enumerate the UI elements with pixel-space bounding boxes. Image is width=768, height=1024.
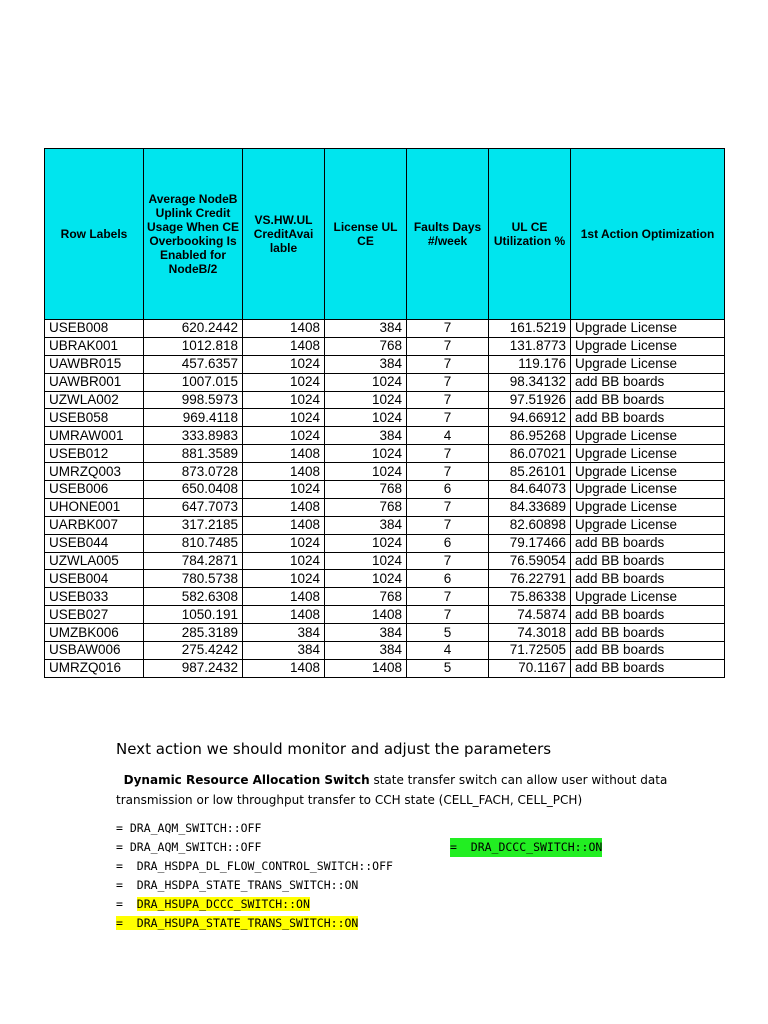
dra-description-text: state transfer switch can allow user without data transmission or low throughput transfer to CCH state (CELL_FACH, CELL_PCH) xyxy=(116,773,668,807)
license-cell: 1024 xyxy=(325,463,407,481)
avg-credit-cell: 317.2185 xyxy=(144,516,243,534)
switch-text: DRA_AQM_SWITCH::OFF xyxy=(129,840,262,854)
table-row xyxy=(45,659,725,677)
action-cell: add BB boards xyxy=(571,373,725,391)
row-label-cell: UMZBK006 xyxy=(45,624,144,642)
switch-prefix: = xyxy=(116,840,130,854)
switch-line xyxy=(116,895,736,914)
license-cell: 1024 xyxy=(325,445,407,463)
credit-available-cell: 1024 xyxy=(243,481,325,499)
row-label-cell: USEB004 xyxy=(45,570,144,588)
credit-available-cell: 1408 xyxy=(243,516,325,534)
credit-available-cell: 1408 xyxy=(243,498,325,516)
utilization-cell: 161.5219 xyxy=(489,320,571,338)
header-credit-available: VS.HW.UL CreditAvai lable xyxy=(243,149,325,320)
row-label-cell: UMRAW001 xyxy=(45,427,144,445)
action-cell: Upgrade License xyxy=(571,320,725,338)
table-row xyxy=(45,409,725,427)
utilization-cell: 76.59054 xyxy=(489,552,571,570)
switch-prefix: = xyxy=(116,897,137,911)
faults-days-cell: 5 xyxy=(407,624,489,642)
table-row xyxy=(45,373,725,391)
credit-available-cell: 1408 xyxy=(243,337,325,355)
avg-credit-cell: 457.6357 xyxy=(144,355,243,373)
utilization-cell: 84.64073 xyxy=(489,481,571,499)
credit-available-cell: 1024 xyxy=(243,355,325,373)
faults-days-cell: 4 xyxy=(407,642,489,660)
credit-available-cell: 1408 xyxy=(243,659,325,677)
license-cell: 768 xyxy=(325,498,407,516)
action-cell: Upgrade License xyxy=(571,588,725,606)
table-row xyxy=(45,355,725,373)
faults-days-cell: 7 xyxy=(407,373,489,391)
row-label-cell: USEB012 xyxy=(45,445,144,463)
faults-days-cell: 6 xyxy=(407,534,489,552)
avg-credit-cell: 998.5973 xyxy=(144,391,243,409)
credit-available-cell: 384 xyxy=(243,642,325,660)
action-cell: add BB boards xyxy=(571,606,725,624)
credit-available-cell: 1024 xyxy=(243,570,325,588)
faults-days-cell: 7 xyxy=(407,498,489,516)
faults-days-cell: 7 xyxy=(407,355,489,373)
avg-credit-cell: 987.2432 xyxy=(144,659,243,677)
table-row xyxy=(45,606,725,624)
credit-available-cell: 1024 xyxy=(243,552,325,570)
action-cell: add BB boards xyxy=(571,552,725,570)
header-license-ul-ce: License UL CE xyxy=(325,149,407,320)
avg-credit-cell: 275.4242 xyxy=(144,642,243,660)
avg-credit-cell: 650.0408 xyxy=(144,481,243,499)
table-row xyxy=(45,534,725,552)
row-label-cell: UMRZQ016 xyxy=(45,659,144,677)
license-cell: 384 xyxy=(325,642,407,660)
utilization-cell: 70.1167 xyxy=(489,659,571,677)
action-cell: add BB boards xyxy=(571,391,725,409)
utilization-cell: 97.51926 xyxy=(489,391,571,409)
row-label-cell: UAWBR001 xyxy=(45,373,144,391)
faults-days-cell: 4 xyxy=(407,427,489,445)
avg-credit-cell: 582.6308 xyxy=(144,588,243,606)
avg-credit-cell: 620.2442 xyxy=(144,320,243,338)
license-cell: 1024 xyxy=(325,373,407,391)
row-label-cell: UHONE001 xyxy=(45,498,144,516)
avg-credit-cell: 881.3589 xyxy=(144,445,243,463)
utilization-cell: 74.5874 xyxy=(489,606,571,624)
credit-available-cell: 1408 xyxy=(243,320,325,338)
utilization-cell: 71.72505 xyxy=(489,642,571,660)
utilization-cell: 76.22791 xyxy=(489,570,571,588)
avg-credit-cell: 873.0728 xyxy=(144,463,243,481)
action-cell: Upgrade License xyxy=(571,516,725,534)
table-row xyxy=(45,588,725,606)
row-label-cell: USEB027 xyxy=(45,606,144,624)
table-row xyxy=(45,463,725,481)
license-cell: 768 xyxy=(325,588,407,606)
license-cell: 384 xyxy=(325,624,407,642)
license-cell: 1024 xyxy=(325,409,407,427)
faults-days-cell: 7 xyxy=(407,320,489,338)
action-cell: Upgrade License xyxy=(571,337,725,355)
utilization-cell: 82.60898 xyxy=(489,516,571,534)
dra-description-bold: Dynamic Resource Allocation Switch xyxy=(123,773,370,787)
avg-credit-cell: 1007.015 xyxy=(144,373,243,391)
switch-list xyxy=(116,819,736,933)
switch-prefix: = xyxy=(116,916,137,930)
avg-credit-cell: 969.4118 xyxy=(144,409,243,427)
switch-line xyxy=(116,876,736,895)
credit-available-cell: 1024 xyxy=(243,391,325,409)
table-body xyxy=(45,320,725,678)
license-cell: 384 xyxy=(325,355,407,373)
header-average-uplink-credit: Average NodeB Uplink Credit Usage When CE Overbooking Is Enabled for NodeB/2 xyxy=(144,149,243,320)
avg-credit-cell: 285.3189 xyxy=(144,624,243,642)
table-row xyxy=(45,516,725,534)
utilization-cell: 98.34132 xyxy=(489,373,571,391)
faults-days-cell: 6 xyxy=(407,570,489,588)
switch-prefix: = xyxy=(116,821,130,835)
credit-available-cell: 1024 xyxy=(243,534,325,552)
switch-text: DRA_HSUPA_DCCC_SWITCH::ON xyxy=(136,897,310,911)
faults-days-cell: 7 xyxy=(407,391,489,409)
faults-days-cell: 7 xyxy=(407,552,489,570)
table-row xyxy=(45,427,725,445)
table-row xyxy=(45,624,725,642)
license-cell: 1408 xyxy=(325,606,407,624)
license-cell: 1024 xyxy=(325,552,407,570)
faults-days-cell: 7 xyxy=(407,516,489,534)
credit-available-cell: 1024 xyxy=(243,409,325,427)
action-cell: Upgrade License xyxy=(571,427,725,445)
action-cell: add BB boards xyxy=(571,534,725,552)
utilization-cell: 75.86338 xyxy=(489,588,571,606)
faults-days-cell: 7 xyxy=(407,445,489,463)
row-label-cell: USEB058 xyxy=(45,409,144,427)
action-cell: add BB boards xyxy=(571,659,725,677)
license-cell: 384 xyxy=(325,320,407,338)
switch-text: DRA_HSUPA_STATE_TRANS_SWITCH::ON xyxy=(136,916,359,930)
faults-days-cell: 7 xyxy=(407,588,489,606)
switch-text: DRA_AQM_SWITCH::OFF xyxy=(129,821,262,835)
avg-credit-cell: 780.5738 xyxy=(144,570,243,588)
license-cell: 384 xyxy=(325,516,407,534)
faults-days-cell: 7 xyxy=(407,337,489,355)
credit-available-cell: 1408 xyxy=(243,588,325,606)
notes-section xyxy=(116,736,736,933)
faults-days-cell: 5 xyxy=(407,659,489,677)
action-cell: Upgrade License xyxy=(571,498,725,516)
switch-line xyxy=(116,914,736,933)
ce-utilization-table xyxy=(44,148,725,678)
action-cell: Upgrade License xyxy=(571,445,725,463)
table-row xyxy=(45,320,725,338)
license-cell: 1408 xyxy=(325,659,407,677)
row-label-cell: USEB008 xyxy=(45,320,144,338)
dra-description xyxy=(116,770,736,810)
utilization-cell: 79.17466 xyxy=(489,534,571,552)
row-label-cell: USEB033 xyxy=(45,588,144,606)
avg-credit-cell: 810.7485 xyxy=(144,534,243,552)
dccc-switch-highlight: = DRA_DCCC_SWITCH::ON xyxy=(450,838,602,857)
row-label-cell: UZWLA002 xyxy=(45,391,144,409)
action-cell: add BB boards xyxy=(571,570,725,588)
row-label-cell: UARBK007 xyxy=(45,516,144,534)
credit-available-cell: 1408 xyxy=(243,606,325,624)
action-cell: add BB boards xyxy=(571,409,725,427)
row-label-cell: USBAW006 xyxy=(45,642,144,660)
switch-line xyxy=(116,838,736,857)
table-row xyxy=(45,391,725,409)
license-cell: 768 xyxy=(325,481,407,499)
row-label-cell: USEB006 xyxy=(45,481,144,499)
license-cell: 1024 xyxy=(325,570,407,588)
avg-credit-cell: 1050.191 xyxy=(144,606,243,624)
switch-highlight xyxy=(116,916,358,930)
utilization-cell: 119.176 xyxy=(489,355,571,373)
switch-text: DRA_HSDPA_DL_FLOW_CONTROL_SWITCH::OFF xyxy=(136,859,393,873)
avg-credit-cell: 784.2871 xyxy=(144,552,243,570)
switch-line xyxy=(116,819,736,838)
row-label-cell: UZWLA005 xyxy=(45,552,144,570)
table-row xyxy=(45,337,725,355)
credit-available-cell: 1408 xyxy=(243,463,325,481)
faults-days-cell: 6 xyxy=(407,481,489,499)
switch-text: DRA_HSDPA_STATE_TRANS_SWITCH::ON xyxy=(136,878,359,892)
header-first-action: 1st Action Optimization xyxy=(571,149,725,320)
avg-credit-cell: 647.7073 xyxy=(144,498,243,516)
switch-prefix: = xyxy=(116,878,137,892)
utilization-cell: 86.95268 xyxy=(489,427,571,445)
faults-days-cell: 7 xyxy=(407,463,489,481)
table-row xyxy=(45,481,725,499)
row-label-cell: UAWBR015 xyxy=(45,355,144,373)
next-action-heading: Next action we should monitor and adjust the parameters xyxy=(116,740,552,758)
faults-days-cell: 7 xyxy=(407,409,489,427)
utilization-cell: 74.3018 xyxy=(489,624,571,642)
utilization-cell: 94.66912 xyxy=(489,409,571,427)
utilization-cell: 86.07021 xyxy=(489,445,571,463)
license-cell: 1024 xyxy=(325,391,407,409)
action-cell: add BB boards xyxy=(571,642,725,660)
row-label-cell: UMRZQ003 xyxy=(45,463,144,481)
utilization-cell: 84.33689 xyxy=(489,498,571,516)
credit-available-cell: 1024 xyxy=(243,373,325,391)
table-row xyxy=(45,570,725,588)
table-header xyxy=(45,149,725,320)
avg-credit-cell: 1012.818 xyxy=(144,337,243,355)
license-cell: 384 xyxy=(325,427,407,445)
row-label-cell: UBRAK001 xyxy=(45,337,144,355)
switch-prefix: = xyxy=(116,859,137,873)
action-cell: add BB boards xyxy=(571,624,725,642)
credit-available-cell: 384 xyxy=(243,624,325,642)
switch-line xyxy=(116,857,736,876)
faults-days-cell: 7 xyxy=(407,606,489,624)
table-row xyxy=(45,552,725,570)
action-cell: Upgrade License xyxy=(571,463,725,481)
row-label-cell: USEB044 xyxy=(45,534,144,552)
header-ul-ce-utilization: UL CE Utilization % xyxy=(489,149,571,320)
utilization-cell: 131.8773 xyxy=(489,337,571,355)
table-row xyxy=(45,445,725,463)
header-faults-days: Faults Days #/week xyxy=(407,149,489,320)
credit-available-cell: 1024 xyxy=(243,427,325,445)
license-cell: 768 xyxy=(325,337,407,355)
license-cell: 1024 xyxy=(325,534,407,552)
avg-credit-cell: 333.8983 xyxy=(144,427,243,445)
action-cell: Upgrade License xyxy=(571,355,725,373)
header-row-labels: Row Labels xyxy=(45,149,144,320)
table-row xyxy=(45,498,725,516)
table-row xyxy=(45,642,725,660)
credit-available-cell: 1408 xyxy=(243,445,325,463)
utilization-cell: 85.26101 xyxy=(489,463,571,481)
action-cell: Upgrade License xyxy=(571,481,725,499)
